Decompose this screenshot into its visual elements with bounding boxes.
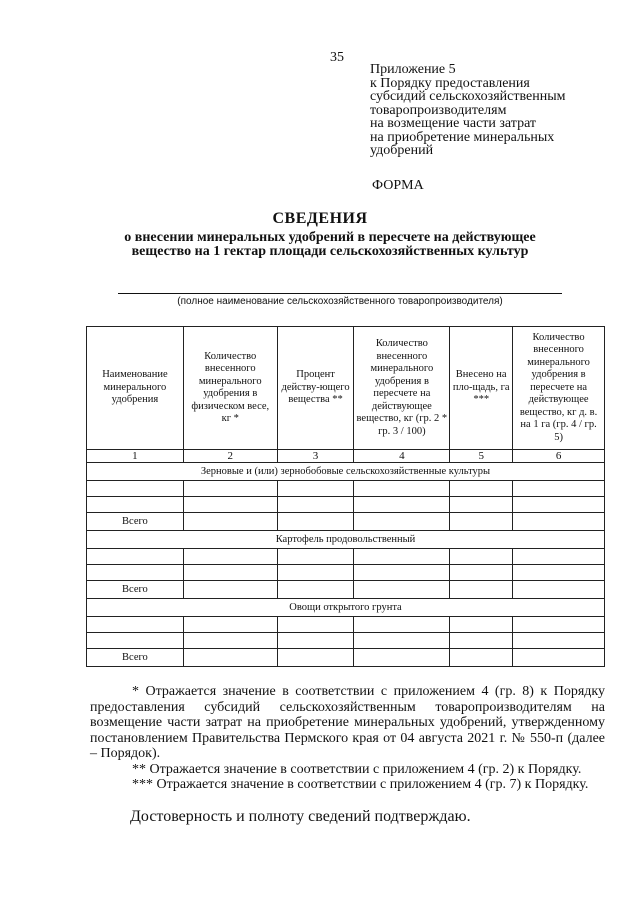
confirmation-statement: Достоверность и полноту сведений подтверждаю. <box>130 808 471 825</box>
column-number: 1 <box>87 450 184 463</box>
footnotes <box>90 684 605 793</box>
fertilizer-table <box>86 326 605 667</box>
footnote-2: ** Отражается значение в соответствии с приложением 4 (гр. 2) к Порядку. <box>132 761 582 777</box>
appendix-line: к Порядку предоставления <box>370 75 530 91</box>
section-title: Овощи открытого грунта <box>87 599 605 617</box>
section-row <box>87 531 605 549</box>
column-number-row <box>87 450 605 463</box>
section-title: Картофель продовольственный <box>87 531 605 549</box>
appendix-line: Приложение 5 <box>370 62 456 77</box>
total-row <box>87 649 605 667</box>
appendix-line: субсидий сельскохозяйственным <box>370 89 566 104</box>
table-header-row <box>87 327 605 450</box>
column-header: Количество внесенного минерального удобрения в пересчете на действующее вещество, кг д. в. на 1 га (гр. 4 / гр. 5) <box>513 327 605 450</box>
column-number: 4 <box>354 450 450 463</box>
total-label: Всего <box>87 513 184 531</box>
total-label: Всего <box>87 581 184 599</box>
column-header: Наименование минерального удобрения <box>87 327 184 450</box>
table-row[interactable] <box>87 549 605 565</box>
column-header: Количество внесенного минерального удобрения в пересчете на действующее вещество, кг (гр. 2 * гр. 3 / 100) <box>354 327 450 450</box>
footnote-1: * Отражается значение в соответствии с приложением 4 (гр. 8) к Порядку предоставления субсидий сельскохозяйственным товаропроизводителям на возмещение части затрат на приобретение минеральных удобрений, утвержденному постановлением Правительства Пермского края от 04 августа 2021 г. № 550-п (далее – Порядок). <box>90 684 605 761</box>
column-number: 2 <box>183 450 277 463</box>
total-row <box>87 513 605 531</box>
document-title: СВЕДЕНИЯ <box>272 210 368 227</box>
section-row <box>87 599 605 617</box>
table-row[interactable] <box>87 481 605 497</box>
appendix-block <box>370 63 630 158</box>
footnote-3: *** Отражается значение в соответствии с приложением 4 (гр. 7) к Порядку. <box>132 777 589 792</box>
column-number: 3 <box>277 450 354 463</box>
table-row[interactable] <box>87 565 605 581</box>
table-row[interactable] <box>87 617 605 633</box>
appendix-line: удобрений <box>370 143 434 158</box>
total-row <box>87 581 605 599</box>
total-label: Всего <box>87 649 184 667</box>
column-number: 5 <box>450 450 513 463</box>
producer-name-caption: (полное наименование сельскохозяйственного товаропроизводителя) <box>177 296 503 307</box>
form-label: ФОРМА <box>372 178 424 193</box>
appendix-line: на возмещение части затрат <box>370 116 537 131</box>
section-title: Зерновые и (или) зернобобовые сельскохозяйственные культуры <box>87 463 605 481</box>
producer-name-line[interactable] <box>118 293 562 294</box>
appendix-line: на приобретение минеральных <box>370 129 555 145</box>
appendix-line: товаропроизводителям <box>370 102 507 118</box>
table-row[interactable] <box>87 497 605 513</box>
table-row[interactable] <box>87 633 605 649</box>
column-header: Количество внесенного минерального удобрения в физическом весе, кг * <box>183 327 277 450</box>
column-number: 6 <box>513 450 605 463</box>
document-subtitle: о внесении минеральных удобрений в пересчете на действующее вещество на 1 гектар площади сельскохозяйственных культур <box>124 230 536 259</box>
column-header: Процент действу-ющего вещества ** <box>277 327 354 450</box>
section-row <box>87 463 605 481</box>
column-header: Внесено на пло-щадь, га *** <box>450 327 513 450</box>
page-number: 35 <box>330 50 344 65</box>
